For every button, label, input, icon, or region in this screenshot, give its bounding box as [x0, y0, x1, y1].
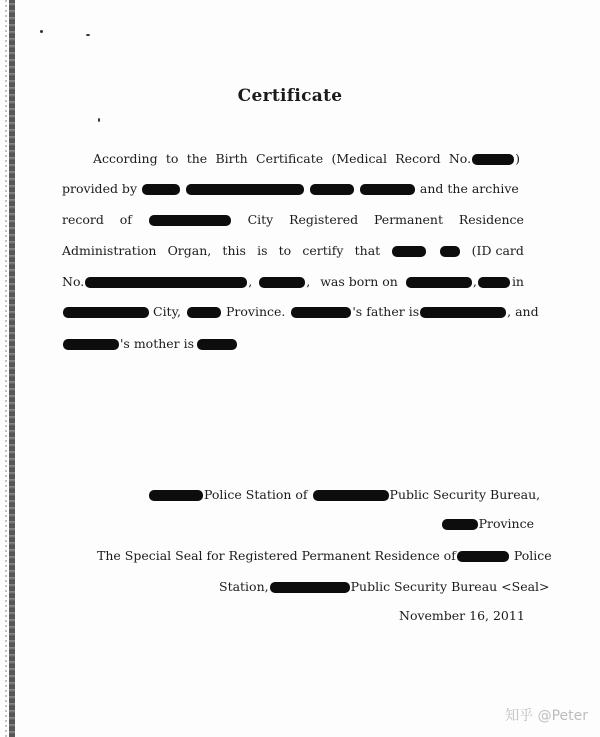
body-text: 's father is	[352, 304, 420, 319]
redaction-bar	[291, 307, 351, 318]
body-text: , and	[507, 304, 539, 319]
body-text: Record	[395, 151, 441, 166]
redaction-bar	[270, 582, 350, 593]
redaction-bar	[85, 277, 247, 288]
body-text: in	[511, 274, 524, 289]
redaction-bar	[440, 246, 460, 257]
redaction-bar	[197, 339, 237, 350]
body-text: Residence	[458, 212, 524, 227]
body-line-4	[62, 243, 524, 259]
body-text: Permanent	[373, 212, 444, 227]
body-text: Organ,	[167, 243, 212, 258]
body-line-2	[62, 181, 519, 197]
body-text: City,	[153, 304, 181, 319]
body-text: of	[119, 212, 132, 227]
redaction-bar	[310, 184, 354, 195]
body-text: to	[165, 151, 179, 166]
document-date: November 16, 2011	[399, 608, 525, 623]
body-text: that	[354, 243, 381, 258]
signature-line-3	[97, 548, 552, 564]
body-text: record	[62, 212, 104, 227]
body-text: (ID card	[471, 243, 524, 258]
scan-speck	[40, 30, 43, 33]
signature-text: Police	[513, 548, 552, 563]
redaction-bar	[259, 277, 305, 288]
scan-speck	[98, 118, 100, 122]
redaction-bar	[392, 246, 426, 257]
body-text: certify	[302, 243, 344, 258]
body-line-7	[62, 336, 238, 352]
redaction-bar	[186, 184, 304, 195]
body-text: Administration	[62, 243, 157, 258]
redaction-bar	[478, 277, 510, 288]
body-text: Registered	[289, 212, 359, 227]
signature-text: Public Security Bureau <Seal>	[350, 579, 550, 594]
redaction-bar	[149, 215, 231, 226]
redaction-bar	[63, 339, 119, 350]
scan-speck	[86, 34, 90, 36]
signature-text: Province	[478, 516, 534, 531]
signature-line-2	[441, 516, 534, 532]
signature-line-1	[148, 487, 540, 503]
body-text: No.	[62, 274, 85, 289]
body-text: the	[186, 151, 208, 166]
body-text: this	[222, 243, 246, 258]
scan-edge-shadow	[5, 0, 7, 737]
body-text: is	[257, 243, 268, 258]
signature-text: Police Station of	[204, 487, 308, 502]
body-text: )	[515, 151, 520, 166]
redaction-bar	[457, 551, 509, 562]
redaction-bar	[187, 307, 221, 318]
redaction-bar	[63, 307, 149, 318]
body-text: No.	[448, 151, 472, 166]
signature-line-4	[219, 579, 550, 595]
body-text: According	[93, 151, 158, 166]
body-line-6	[62, 304, 539, 320]
body-text: Certificate	[256, 151, 324, 166]
body-text: and the archive	[419, 181, 519, 196]
redaction-bar	[313, 490, 389, 501]
body-line-1	[93, 151, 520, 167]
body-text: to	[278, 243, 292, 258]
redaction-bar	[149, 490, 203, 501]
body-text: Birth	[215, 151, 248, 166]
body-text: provided by	[62, 181, 137, 196]
redaction-bar	[420, 307, 506, 318]
redaction-bar	[442, 519, 478, 530]
body-line-5: No. , , was born on , in	[62, 274, 524, 289]
signature-text: The Special Seal for Registered Permanent Residence of	[97, 548, 456, 563]
body-text: (Medical	[331, 151, 387, 166]
document-title: Certificate	[237, 86, 343, 106]
body-text: Province.	[225, 304, 286, 319]
watermark: 知乎 @Peter	[505, 708, 588, 724]
signature-text: Station,	[219, 579, 269, 594]
body-text: City	[247, 212, 274, 227]
redaction-bar	[142, 184, 180, 195]
scan-edge	[9, 0, 15, 737]
body-text: 's mother is	[120, 336, 195, 351]
redaction-bar	[406, 277, 472, 288]
signature-text: Public Security Bureau,	[389, 487, 541, 502]
redaction-bar	[360, 184, 415, 195]
body-text: was born on	[320, 274, 398, 289]
body-line-3	[62, 212, 524, 228]
redaction-bar	[472, 154, 514, 165]
